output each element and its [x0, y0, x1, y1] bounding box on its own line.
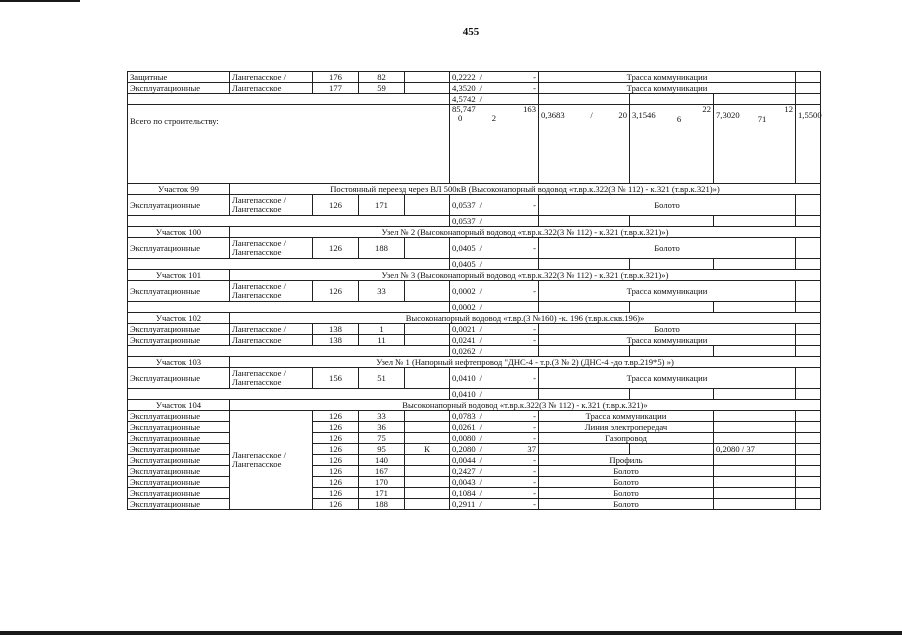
table-row: [128, 195, 821, 216]
mark-cell: [405, 281, 450, 302]
land-category: Эксплуатационные: [128, 499, 230, 510]
block-number: 126: [313, 433, 359, 444]
plot-number: 59: [359, 83, 405, 94]
subtotal-value: 0,0537: [452, 215, 476, 226]
area-separator: /: [479, 372, 483, 383]
plot-number: 36: [359, 422, 405, 433]
grand-total-col9-superscript: 12: [784, 104, 793, 114]
empty-cell: [714, 94, 796, 105]
area-count: -: [533, 454, 536, 465]
col9-cell: 0,2080 / 37: [714, 444, 796, 455]
empty-cell: [796, 499, 821, 510]
empty-cell: [714, 389, 796, 400]
empty-cell: [796, 216, 821, 227]
mark-cell: [405, 422, 450, 433]
mark-cell: [405, 477, 450, 488]
page-number: 455: [462, 26, 480, 38]
area-cell: [450, 477, 539, 488]
area-count: -: [533, 82, 536, 93]
note-cell: Трасса коммуникации: [539, 281, 796, 302]
area-separator: /: [479, 498, 482, 509]
col9-cell: [714, 455, 796, 466]
subtotal-value: 0,0002: [452, 301, 476, 312]
note-cell: Трасса коммуникации: [539, 72, 796, 83]
empty-cell: [630, 259, 714, 270]
subtotal-area-cell: [450, 302, 539, 313]
note-cell: Газопровод: [539, 433, 714, 444]
grand-total-col7-count: 20: [618, 110, 627, 120]
land-category: Эксплуатационные: [128, 411, 230, 422]
area-separator: /: [479, 199, 483, 210]
area-value: 0,0410: [452, 372, 476, 383]
area-separator: /: [479, 71, 483, 82]
plot-number: 33: [359, 281, 405, 302]
empty-cell: [539, 94, 630, 105]
empty-cell: [128, 216, 450, 227]
area-cell: [450, 411, 539, 422]
area-count: -: [533, 410, 536, 421]
note-cell: Болото: [539, 195, 796, 216]
land-category: Эксплуатационные: [128, 455, 230, 466]
plot-number: 75: [359, 433, 405, 444]
empty-cell: [796, 422, 821, 433]
section-label: Участок 102: [128, 313, 230, 324]
plot-number: 140: [359, 455, 405, 466]
grand-total-area-digit: 0: [458, 113, 463, 123]
note-cell: Болото: [539, 488, 714, 499]
area-value: 0,0241: [452, 334, 476, 345]
note-cell: Профиль: [539, 455, 714, 466]
empty-cell: [714, 259, 796, 270]
locality: Лангепасское: [230, 83, 313, 94]
grand-total-label: Всего по строительству:: [128, 105, 450, 184]
empty-cell: [630, 389, 714, 400]
note-cell: Линия электропередач: [539, 422, 714, 433]
area-separator: /: [479, 443, 483, 454]
block-number: 126: [313, 488, 359, 499]
empty-cell: [796, 477, 821, 488]
table-row: [128, 368, 821, 389]
col9-cell: [714, 422, 796, 433]
area-cell: [450, 238, 539, 259]
table-row: [128, 335, 821, 346]
scan-bottom-rule: [0, 631, 902, 635]
block-number: 126: [313, 195, 359, 216]
land-category: Эксплуатационные: [128, 83, 230, 94]
subtotal-row: [128, 94, 821, 105]
empty-cell: [796, 94, 821, 105]
subtotal-area-cell: [450, 216, 539, 227]
mark-cell: [405, 83, 450, 94]
area-count: -: [533, 285, 536, 296]
section-label: Участок 104: [128, 400, 230, 411]
area-separator: /: [479, 454, 483, 465]
section-title: Узел № 3 (Высоконапорный водовод «т.вр.к.322(3 № 112) - к.321 (т.вр.к.321)»): [230, 270, 821, 281]
section-header-row: [128, 227, 821, 238]
empty-cell: [128, 346, 450, 357]
col9-cell: [714, 411, 796, 422]
col9-cell: [714, 499, 796, 510]
area-separator: /: [479, 432, 483, 443]
mark-cell: [405, 433, 450, 444]
area-count: -: [533, 334, 536, 345]
plot-number: 171: [359, 488, 405, 499]
plot-number: 1: [359, 324, 405, 335]
area-count: -: [533, 465, 536, 476]
area-separator: /: [479, 82, 483, 93]
empty-cell: [796, 83, 821, 94]
area-value: 0,2427: [452, 465, 476, 476]
block-number: 176: [313, 72, 359, 83]
empty-cell: [630, 94, 714, 105]
empty-cell: [796, 238, 821, 259]
empty-cell: [796, 368, 821, 389]
block-number: 126: [313, 477, 359, 488]
land-category: Эксплуатационные: [128, 466, 230, 477]
section-title: Высоконапорный водовод «т.вр.(3 №160) -к. 196 (т.вр.к.скв.196)»: [230, 313, 821, 324]
empty-cell: [796, 411, 821, 422]
subtotal-row: [128, 389, 821, 400]
area-count: -: [533, 487, 536, 498]
section-header-row: [128, 357, 821, 368]
plot-number: 11: [359, 335, 405, 346]
mark-cell: [405, 238, 450, 259]
plot-number: 188: [359, 238, 405, 259]
area-count: -: [533, 199, 536, 210]
area-count: -: [533, 498, 536, 509]
area-cell: [450, 195, 539, 216]
locality: Лангепасское / Лангепасское: [230, 368, 313, 389]
mark-cell: [405, 324, 450, 335]
section-label: Участок 103: [128, 357, 230, 368]
area-cell: [450, 72, 539, 83]
mark-cell: [405, 488, 450, 499]
note-cell: Трасса коммуникации: [539, 411, 714, 422]
empty-cell: [630, 216, 714, 227]
area-value: 0,0783: [452, 410, 476, 421]
empty-cell: [630, 346, 714, 357]
mark-cell: [405, 411, 450, 422]
area-value: 0,0537: [452, 199, 476, 210]
grand-total-col7: [539, 105, 630, 184]
area-value: 0,2911: [452, 498, 476, 509]
table-row: [128, 83, 821, 94]
area-cell: [450, 488, 539, 499]
area-separator: /: [479, 285, 483, 296]
empty-cell: [128, 389, 450, 400]
empty-cell: [796, 389, 821, 400]
section-header-row: [128, 313, 821, 324]
grand-total-col9-value: 7,3020: [716, 110, 740, 120]
table-row: [128, 72, 821, 83]
area-cell: [450, 444, 539, 455]
note-cell: Болото: [539, 324, 796, 335]
area-value: 0,0044: [452, 454, 476, 465]
section-title: Постоянный переезд через ВЛ 500кВ (Высоконапорный водовод «т.вр.к.322(3 № 112) - к.321 (т.вр.к.321)»): [230, 184, 821, 195]
grand-total-col8-value: 3,1546: [632, 110, 656, 120]
plot-number: 82: [359, 72, 405, 83]
mark-cell: К: [405, 444, 450, 455]
grand-total-area: [450, 105, 539, 184]
subtotal-separator: /: [479, 388, 483, 399]
area-separator: /: [479, 242, 483, 253]
area-count: -: [533, 71, 536, 82]
plot-number: 167: [359, 466, 405, 477]
locality: Лангепасское / Лангепасское: [230, 238, 313, 259]
empty-cell: [714, 216, 796, 227]
area-value: 0,0261: [452, 421, 476, 432]
area-count: -: [533, 432, 536, 443]
grand-total-col8: [630, 105, 714, 184]
subtotal-area-cell: [450, 346, 539, 357]
area-separator: /: [479, 421, 483, 432]
area-count: 37: [527, 443, 536, 454]
group-locality: Лангепасское / Лангепасское: [230, 411, 313, 510]
col9-cell: [714, 488, 796, 499]
empty-cell: [714, 346, 796, 357]
section-title: Узел № 2 (Высоконапорный водовод «т.вр.к.322(3 № 112) - к.321 (т.вр.к.321)»): [230, 227, 821, 238]
subtotal-row: [128, 346, 821, 357]
empty-cell: [796, 324, 821, 335]
land-category: Эксплуатационные: [128, 335, 230, 346]
table-row: [128, 411, 821, 422]
area-cell: [450, 281, 539, 302]
area-count: -: [533, 372, 536, 383]
area-cell: [450, 422, 539, 433]
subtotal-row: [128, 216, 821, 227]
empty-cell: [630, 302, 714, 313]
note-cell: Болото: [539, 238, 796, 259]
mark-cell: [405, 368, 450, 389]
land-plot-table: [127, 71, 821, 510]
subtotal-value: 0,0410: [452, 388, 476, 399]
subtotal-area-cell: [450, 389, 539, 400]
plot-number: 33: [359, 411, 405, 422]
block-number: 126: [313, 281, 359, 302]
locality: Лангепасское / Лангепасское: [230, 281, 313, 302]
empty-cell: [796, 195, 821, 216]
note-cell: Болото: [539, 477, 714, 488]
empty-cell: [796, 259, 821, 270]
grand-total-col7-value: 0,3683: [541, 110, 565, 120]
mark-cell: [405, 466, 450, 477]
empty-cell: [796, 281, 821, 302]
section-label: Участок 100: [128, 227, 230, 238]
table-body: [128, 72, 821, 510]
empty-cell: [128, 94, 450, 105]
area-value: 0,0043: [452, 476, 476, 487]
section-label: Участок 101: [128, 270, 230, 281]
mark-cell: [405, 455, 450, 466]
empty-cell: [796, 455, 821, 466]
empty-cell: [796, 433, 821, 444]
block-number: 126: [313, 499, 359, 510]
area-separator: /: [479, 410, 483, 421]
col9-cell: [714, 433, 796, 444]
empty-cell: [796, 444, 821, 455]
land-category: Эксплуатационные: [128, 368, 230, 389]
area-cell: [450, 83, 539, 94]
empty-cell: [539, 389, 630, 400]
section-header-row: [128, 400, 821, 411]
grand-total-col7-separator: /: [590, 110, 593, 120]
block-number: 126: [313, 238, 359, 259]
subtotal-separator: /: [479, 345, 483, 356]
empty-cell: [796, 302, 821, 313]
section-title: Узел № 1 (Напорный нефтепровод "ДНС-4 - т.р.(3 № 2) (ДНС-4 -до т.вр.219*5) »): [230, 357, 821, 368]
land-category: Защитные: [128, 72, 230, 83]
land-category: Эксплуатационные: [128, 488, 230, 499]
section-label: Участок 99: [128, 184, 230, 195]
area-value: 0,1084: [452, 487, 476, 498]
empty-cell: [128, 259, 450, 270]
grand-total-col8-digit: 6: [676, 114, 682, 124]
subtotal-value: 0,0262: [452, 345, 476, 356]
grand-total-area-digit-2: 2: [491, 113, 496, 123]
note-cell: Трасса коммуникации: [539, 335, 796, 346]
subtotal-area-cell: [450, 259, 539, 270]
mark-cell: [405, 335, 450, 346]
land-category: Эксплуатационные: [128, 433, 230, 444]
subtotal-row: [128, 302, 821, 313]
area-value: 0,2080: [452, 443, 476, 454]
empty-cell: [539, 216, 630, 227]
land-category: Эксплуатационные: [128, 238, 230, 259]
subtotal-separator: /: [479, 258, 483, 269]
note-cell: Болото: [539, 466, 714, 477]
area-value: 0,0080: [452, 432, 476, 443]
subtotal-area-cell: [450, 94, 539, 105]
grand-total-area-superscript: 163: [523, 104, 536, 114]
section-title: Высоконапорный водовод «т.вр.к.322(3 № 112) - к.321 (т.вр.к.321)»: [230, 400, 821, 411]
empty-cell: [539, 444, 630, 455]
land-category: Эксплуатационные: [128, 477, 230, 488]
empty-cell: [714, 302, 796, 313]
area-cell: [450, 455, 539, 466]
area-value: 0,2222: [452, 71, 476, 82]
area-count: -: [533, 242, 536, 253]
grand-total-row: [128, 105, 821, 184]
col9-cell: [714, 477, 796, 488]
section-header-row: [128, 270, 821, 281]
area-cell: [450, 324, 539, 335]
area-value: 0,0021: [452, 323, 476, 334]
area-count: -: [533, 323, 536, 334]
mark-cell: [405, 72, 450, 83]
empty-cell: [630, 444, 714, 455]
block-number: 138: [313, 335, 359, 346]
area-count: -: [533, 476, 536, 487]
area-cell: [450, 466, 539, 477]
block-number: 126: [313, 455, 359, 466]
land-category: Эксплуатационные: [128, 281, 230, 302]
note-cell: Трасса коммуникации: [539, 368, 796, 389]
plot-number: 51: [359, 368, 405, 389]
land-category: Эксплуатационные: [128, 444, 230, 455]
area-separator: /: [479, 465, 483, 476]
subtotal-separator: /: [479, 93, 483, 104]
land-category: Эксплуатационные: [128, 195, 230, 216]
grand-total-col10: 1,5500: [796, 105, 821, 184]
block-number: 126: [313, 444, 359, 455]
empty-cell: [796, 346, 821, 357]
land-category: Эксплуатационные: [128, 324, 230, 335]
grand-total-col9-digit: 71: [757, 114, 767, 124]
block-number: 126: [313, 466, 359, 477]
block-number: 126: [313, 411, 359, 422]
area-cell: [450, 499, 539, 510]
note-cell: Болото: [539, 499, 714, 510]
area-separator: /: [479, 323, 483, 334]
area-cell: [450, 335, 539, 346]
plot-number: 95: [359, 444, 405, 455]
scan-top-rule: [0, 0, 80, 2]
subtotal-separator: /: [479, 215, 483, 226]
locality: Лангепасское / Лангепасское: [230, 195, 313, 216]
area-separator: /: [479, 476, 483, 487]
locality: Лангепасское /: [230, 72, 313, 83]
block-number: 177: [313, 83, 359, 94]
plot-number: 170: [359, 477, 405, 488]
area-value: 0,0405: [452, 242, 476, 253]
land-category: Эксплуатационные: [128, 422, 230, 433]
subtotal-row: [128, 259, 821, 270]
grand-total-col9: [714, 105, 796, 184]
mark-cell: [405, 499, 450, 510]
block-number: 138: [313, 324, 359, 335]
empty-cell: [128, 302, 450, 313]
grand-total-area-value: 85,747: [452, 104, 476, 114]
area-separator: /: [479, 487, 483, 498]
subtotal-value: 4,5742: [452, 93, 476, 104]
empty-cell: [539, 302, 630, 313]
empty-cell: [796, 488, 821, 499]
empty-cell: [796, 466, 821, 477]
area-separator: /: [479, 334, 483, 345]
empty-cell: [796, 72, 821, 83]
mark-cell: [405, 195, 450, 216]
area-cell: [450, 433, 539, 444]
block-number: 156: [313, 368, 359, 389]
subtotal-separator: /: [479, 301, 483, 312]
note-cell: Трасса коммуникации: [539, 83, 796, 94]
area-value: 4,3520: [452, 82, 476, 93]
empty-cell: [539, 346, 630, 357]
empty-cell: [539, 259, 630, 270]
plot-number: 188: [359, 499, 405, 510]
plot-number: 171: [359, 195, 405, 216]
table-row: [128, 281, 821, 302]
table-row: [128, 324, 821, 335]
area-count: -: [533, 421, 536, 432]
section-header-row: [128, 184, 821, 195]
subtotal-value: 0,0405: [452, 258, 476, 269]
table-row: [128, 238, 821, 259]
area-cell: [450, 368, 539, 389]
locality: Лангепасское /: [230, 324, 313, 335]
block-number: 126: [313, 422, 359, 433]
locality: Лангепасское: [230, 335, 313, 346]
col9-cell: [714, 466, 796, 477]
grand-total-col8-superscript: 22: [702, 104, 711, 114]
empty-cell: [796, 335, 821, 346]
area-value: 0,0002: [452, 285, 476, 296]
